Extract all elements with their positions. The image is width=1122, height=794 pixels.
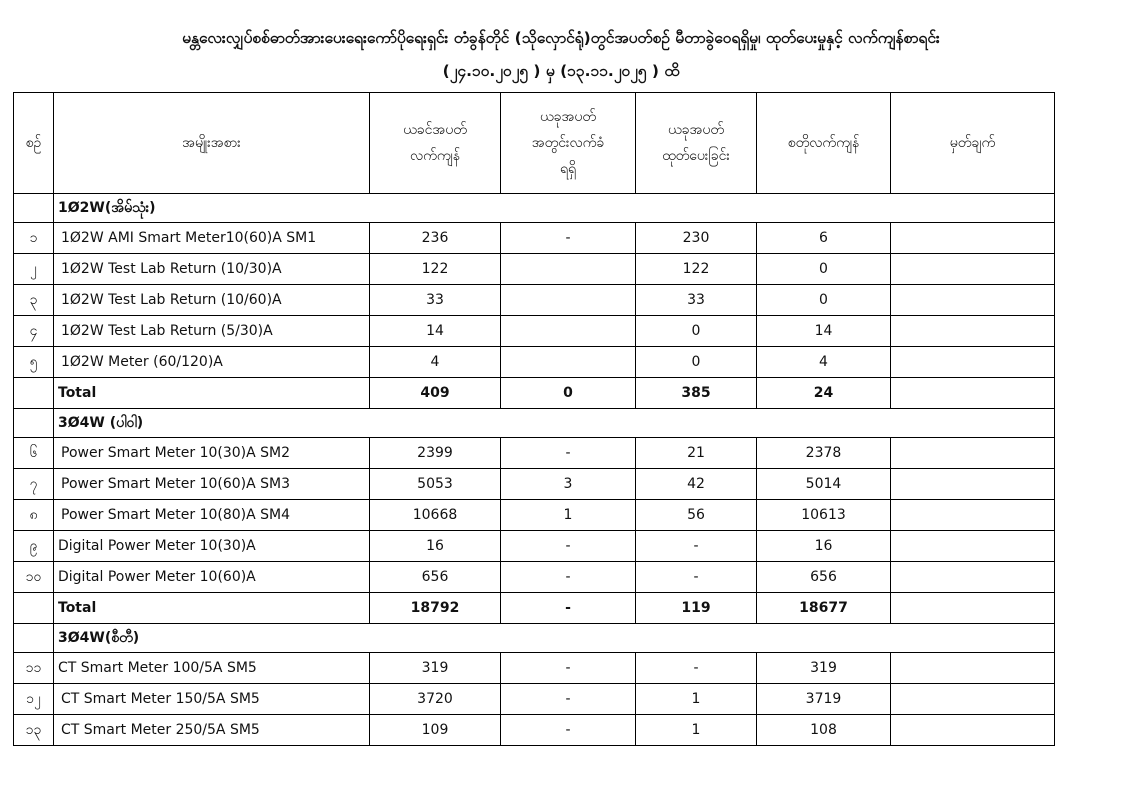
col-header-store-balance: စတိုလက်ကျန် <box>757 93 891 194</box>
meter-type: 1Ø2W AMI Smart Meter10(60)A SM1 <box>54 223 370 254</box>
table-row <box>14 438 1055 469</box>
meter-type: 1Ø2W Meter (60/120)A <box>54 347 370 378</box>
previous-balance: 2399 <box>370 438 501 469</box>
store-balance: 656 <box>757 562 891 593</box>
total-issued: 385 <box>636 378 757 409</box>
previous-balance: 10668 <box>370 500 501 531</box>
store-balance: 108 <box>757 715 891 746</box>
table-header-row <box>14 93 1055 194</box>
total-received: 0 <box>501 378 636 409</box>
row-number: ၂ <box>14 254 54 285</box>
received-qty <box>501 285 636 316</box>
remark <box>891 469 1055 500</box>
section-title: 3Ø4W (ပါဝါ) <box>54 409 1055 438</box>
total-issued: 119 <box>636 593 757 624</box>
table-row <box>14 531 1055 562</box>
row-number: ၉ <box>14 531 54 562</box>
table-row <box>14 223 1055 254</box>
meter-type: Digital Power Meter 10(60)A <box>54 562 370 593</box>
remark <box>891 562 1055 593</box>
col-header-issued: ယခုအပတ် ထုတ်ပေးခြင်း <box>636 93 757 194</box>
table-row <box>14 285 1055 316</box>
remark <box>891 500 1055 531</box>
previous-balance: 14 <box>370 316 501 347</box>
row-number: ၈ <box>14 500 54 531</box>
col-header-no: စဉ် <box>14 93 54 194</box>
meter-type: Power Smart Meter 10(80)A SM4 <box>54 500 370 531</box>
issued-qty: 0 <box>636 316 757 347</box>
received-qty: - <box>501 715 636 746</box>
store-balance: 14 <box>757 316 891 347</box>
total-previous-balance: 18792 <box>370 593 501 624</box>
meter-type: CT Smart Meter 250/5A SM5 <box>54 715 370 746</box>
issued-qty: 21 <box>636 438 757 469</box>
row-number: ၁ <box>14 223 54 254</box>
issued-qty: 0 <box>636 347 757 378</box>
col-header-remarks: မှတ်ချက် <box>891 93 1055 194</box>
issued-qty: 33 <box>636 285 757 316</box>
section-title: 3Ø4W(စီတီ) <box>54 624 1055 653</box>
received-qty: - <box>501 438 636 469</box>
total-previous-balance: 409 <box>370 378 501 409</box>
previous-balance: 4 <box>370 347 501 378</box>
issued-qty: 1 <box>636 684 757 715</box>
received-qty <box>501 316 636 347</box>
store-balance: 2378 <box>757 438 891 469</box>
total-store-balance: 18677 <box>757 593 891 624</box>
store-balance: 0 <box>757 254 891 285</box>
row-number: ၁၁ <box>14 653 54 684</box>
store-balance: 3719 <box>757 684 891 715</box>
remark <box>891 254 1055 285</box>
issued-qty: 42 <box>636 469 757 500</box>
section-header-row <box>14 194 1055 223</box>
table-row <box>14 254 1055 285</box>
store-balance: 4 <box>757 347 891 378</box>
store-balance: 6 <box>757 223 891 254</box>
table-row <box>14 316 1055 347</box>
previous-balance: 236 <box>370 223 501 254</box>
meter-type: 1Ø2W Test Lab Return (5/30)A <box>54 316 370 347</box>
issued-qty: 1 <box>636 715 757 746</box>
issued-qty: 56 <box>636 500 757 531</box>
previous-balance: 33 <box>370 285 501 316</box>
table-row <box>14 562 1055 593</box>
received-qty <box>501 347 636 378</box>
row-number: ၃ <box>14 285 54 316</box>
row-number: ၁၃ <box>14 715 54 746</box>
section-no-cell <box>14 624 54 653</box>
store-balance: 0 <box>757 285 891 316</box>
received-qty <box>501 254 636 285</box>
remark <box>891 438 1055 469</box>
table-body <box>14 194 1055 746</box>
section-header-row <box>14 409 1055 438</box>
previous-balance: 3720 <box>370 684 501 715</box>
total-label: Total <box>54 378 370 409</box>
total-label: Total <box>54 593 370 624</box>
meter-type: 1Ø2W Test Lab Return (10/30)A <box>54 254 370 285</box>
row-number: ၇ <box>14 469 54 500</box>
received-qty: 3 <box>501 469 636 500</box>
section-header-row <box>14 624 1055 653</box>
store-balance: 16 <box>757 531 891 562</box>
meter-type: Digital Power Meter 10(30)A <box>54 531 370 562</box>
previous-balance: 109 <box>370 715 501 746</box>
previous-balance: 656 <box>370 562 501 593</box>
meter-type: CT Smart Meter 100/5A SM5 <box>54 653 370 684</box>
previous-balance: 319 <box>370 653 501 684</box>
meter-stock-table <box>13 92 1055 746</box>
previous-balance: 16 <box>370 531 501 562</box>
col-header-type: အမျိုးအစား <box>54 93 370 194</box>
issued-qty: - <box>636 653 757 684</box>
received-qty: - <box>501 562 636 593</box>
report-date-range: (၂၄.၁၀.၂၀၂၅ ) မှ (၁၃.၁၁.၂၀၂၅ ) ထိ <box>442 62 680 80</box>
total-no-cell <box>14 378 54 409</box>
remark <box>891 531 1055 562</box>
received-qty: - <box>501 684 636 715</box>
row-number: ၆ <box>14 438 54 469</box>
remark <box>891 684 1055 715</box>
table-row <box>14 684 1055 715</box>
report-title: မန္တလေးလျှပ်စစ်ဓာတ်အားပေးရေးကော်ပိုရေးရှင်း တံခွန်တိုင် (သိုလှောင်ရုံ)တွင်အပတ်စဉ် မီတာခွဲဝေရရှိမှု၊ ထုတ်ပေးမှုနှင့် လက်ကျန်စာရင်း <box>182 29 940 47</box>
remark <box>891 316 1055 347</box>
row-number: ၁၂ <box>14 684 54 715</box>
row-number: ၄ <box>14 316 54 347</box>
table-row <box>14 653 1055 684</box>
col-header-received: ယခုအပတ် အတွင်းလက်ခံ ရရှိ <box>501 93 636 194</box>
store-balance: 5014 <box>757 469 891 500</box>
issued-qty: 122 <box>636 254 757 285</box>
received-qty: - <box>501 653 636 684</box>
total-no-cell <box>14 593 54 624</box>
total-remark <box>891 378 1055 409</box>
remark <box>891 223 1055 254</box>
table-row <box>14 500 1055 531</box>
meter-type: Power Smart Meter 10(30)A SM2 <box>54 438 370 469</box>
store-balance: 319 <box>757 653 891 684</box>
table-row <box>14 469 1055 500</box>
received-qty: - <box>501 531 636 562</box>
row-number: ၁၀ <box>14 562 54 593</box>
meter-type: Power Smart Meter 10(60)A SM3 <box>54 469 370 500</box>
remark <box>891 715 1055 746</box>
section-no-cell <box>14 194 54 223</box>
remark <box>891 347 1055 378</box>
store-balance: 10613 <box>757 500 891 531</box>
issued-qty: 230 <box>636 223 757 254</box>
total-remark <box>891 593 1055 624</box>
remark <box>891 285 1055 316</box>
row-number: ၅ <box>14 347 54 378</box>
section-title: 1Ø2W(အိမ်သုံး) <box>54 194 1055 223</box>
previous-balance: 5053 <box>370 469 501 500</box>
table-row <box>14 715 1055 746</box>
col-header-previous-balance: ယခင်အပတ် လက်ကျန် <box>370 93 501 194</box>
total-row <box>14 593 1055 624</box>
table-row <box>14 347 1055 378</box>
section-no-cell <box>14 409 54 438</box>
remark <box>891 653 1055 684</box>
total-received: - <box>501 593 636 624</box>
issued-qty: - <box>636 562 757 593</box>
previous-balance: 122 <box>370 254 501 285</box>
total-store-balance: 24 <box>757 378 891 409</box>
meter-type: 1Ø2W Test Lab Return (10/60)A <box>54 285 370 316</box>
received-qty: - <box>501 223 636 254</box>
received-qty: 1 <box>501 500 636 531</box>
issued-qty: - <box>636 531 757 562</box>
meter-type: CT Smart Meter 150/5A SM5 <box>54 684 370 715</box>
total-row <box>14 378 1055 409</box>
